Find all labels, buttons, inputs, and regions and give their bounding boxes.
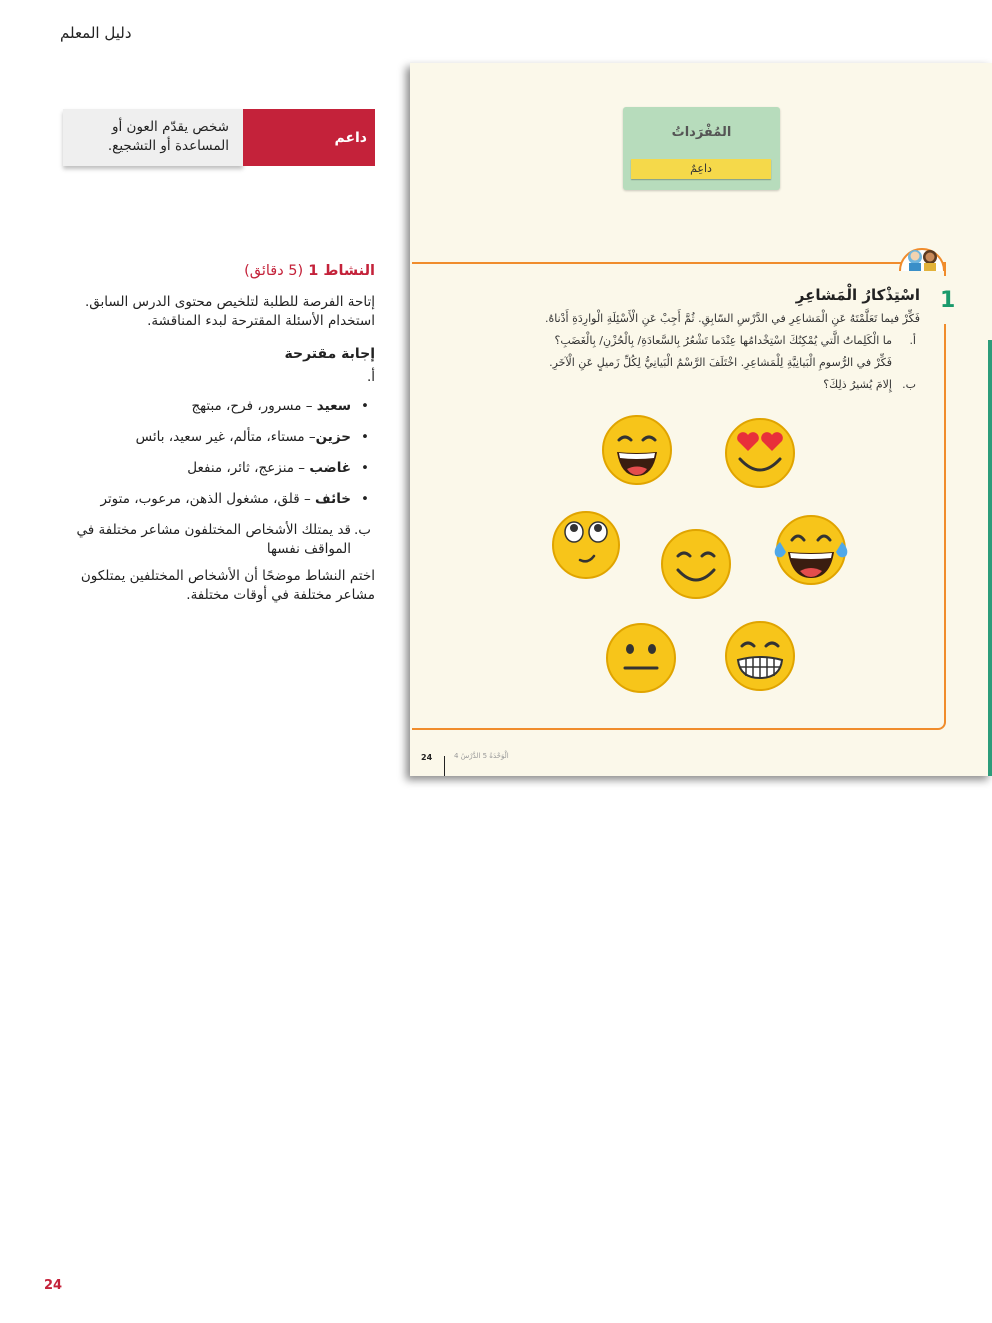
grimace-emoji-icon xyxy=(724,620,796,692)
question-b xyxy=(420,374,920,396)
glossary-box xyxy=(63,109,375,166)
question-b-text: إِلامَ يُشيرُ ذلِكَ؟ xyxy=(823,378,892,391)
part-b-marker: ب. xyxy=(353,522,371,538)
exercise-content xyxy=(420,284,920,396)
teacher-notes xyxy=(60,262,375,605)
closing-text: اختم النشاط موضحًا أن الأشخاص المختلفين يمتلكون مشاعر مختلفة في أوقات مختلفة. xyxy=(80,568,375,603)
part-b-text: قد يمتلك الأشخاص المختلفون مشاعر مختلفة في المواقف نفسها xyxy=(76,522,351,557)
answer-list xyxy=(60,397,375,509)
exercise-number: 1 xyxy=(940,288,956,313)
list-item: • سعيد – مسرور، فرح، مبتهج xyxy=(60,397,375,416)
part-a-marker: أ. xyxy=(366,369,375,385)
part-b xyxy=(60,521,375,559)
activity-title xyxy=(60,262,375,281)
activity-time: (5 دقائق) xyxy=(244,263,304,279)
guide-title: دليل المعلم xyxy=(60,24,132,42)
activity-label: النشاط 1 xyxy=(308,263,375,279)
smile-emoji-icon xyxy=(660,528,732,600)
glossary-definition-line1: شخص يقدّم العون أو xyxy=(111,119,229,135)
question-a-text: ما الْكَلِماتُ الَّتي يُمْكِنُكَ اسْتِخْدامُها عِنْدَما تَشْعُرُ بِالسَّعادَةِ/ بِالْحُزْنِ/ بِالْغَضَبِ؟ xyxy=(554,334,892,347)
glossary-definition xyxy=(63,109,243,166)
glossary-term: داعم xyxy=(243,109,375,166)
exercise-title: اسْتِذْكارُ الْمَشاعِرِ xyxy=(795,286,920,304)
vocabulary-word: داعِمٌ xyxy=(631,159,771,179)
question-a-marker: أ. xyxy=(909,334,916,347)
think-line: فَكِّرْ في الرُّسومِ الْبَيانِيَّةِ لِلْمَشاعِرِ. اخْتَلَفَ الرَّسْمُ الْبَيانِيُّ لِكُلِّ زَميلٍ عَنِ الْآخَرِ. xyxy=(549,356,892,369)
intro-line-2: استخدام الأسئلة المقترحة لبدء المناقشة. xyxy=(147,313,375,329)
list-item: • خائف – قلق، مشغول الذهن، مرعوب، متوتر xyxy=(60,490,375,509)
book-edge xyxy=(988,340,992,776)
neutral-face-emoji-icon xyxy=(605,622,677,694)
heart-eyes-emoji-icon xyxy=(724,417,796,489)
suggested-answer-title: إجابة مقترحة xyxy=(284,346,375,362)
big-grin-emoji-icon xyxy=(601,414,673,486)
book-page-number: 24 xyxy=(421,753,433,762)
intro-line-1: إتاحة الفرصة للطلبة لتلخيص محتوى الدرس السابق. xyxy=(84,294,375,310)
list-item: • حزين– مستاء، متألم، غير سعيد، بائس xyxy=(60,428,375,447)
exercise-instruction: فَكِّرْ فيما تَعَلَّمْتَهُ عَنِ الْمَشاعِرِ في الدَّرْسِ السّابِقِ. ثُمَّ أَجِبْ عَنِ الْأَسْئِلَةِ الْوارِدَةِ أَدْناهُ. xyxy=(544,312,920,325)
question-b-marker: ب. xyxy=(902,378,916,391)
footer-divider xyxy=(444,756,445,776)
vocabulary-title: المُفْرَداتُ xyxy=(671,125,732,140)
page-number: 24 xyxy=(44,1278,63,1293)
tears-of-joy-emoji-icon xyxy=(770,514,852,586)
question-a xyxy=(420,330,920,352)
glossary-definition-line2: المساعدة أو التشجيع. xyxy=(107,138,229,154)
rolling-eyes-emoji-icon xyxy=(550,510,622,580)
students-avatar-icon xyxy=(898,237,946,273)
list-item: • غاضب – منزعج، ثائر، منفعل xyxy=(60,459,375,478)
unit-lesson-label: الْوَحْدَةُ 5 الدَّرْسُ 4 xyxy=(454,752,509,760)
vocabulary-box xyxy=(623,107,780,190)
think-line-wrap xyxy=(420,352,920,374)
